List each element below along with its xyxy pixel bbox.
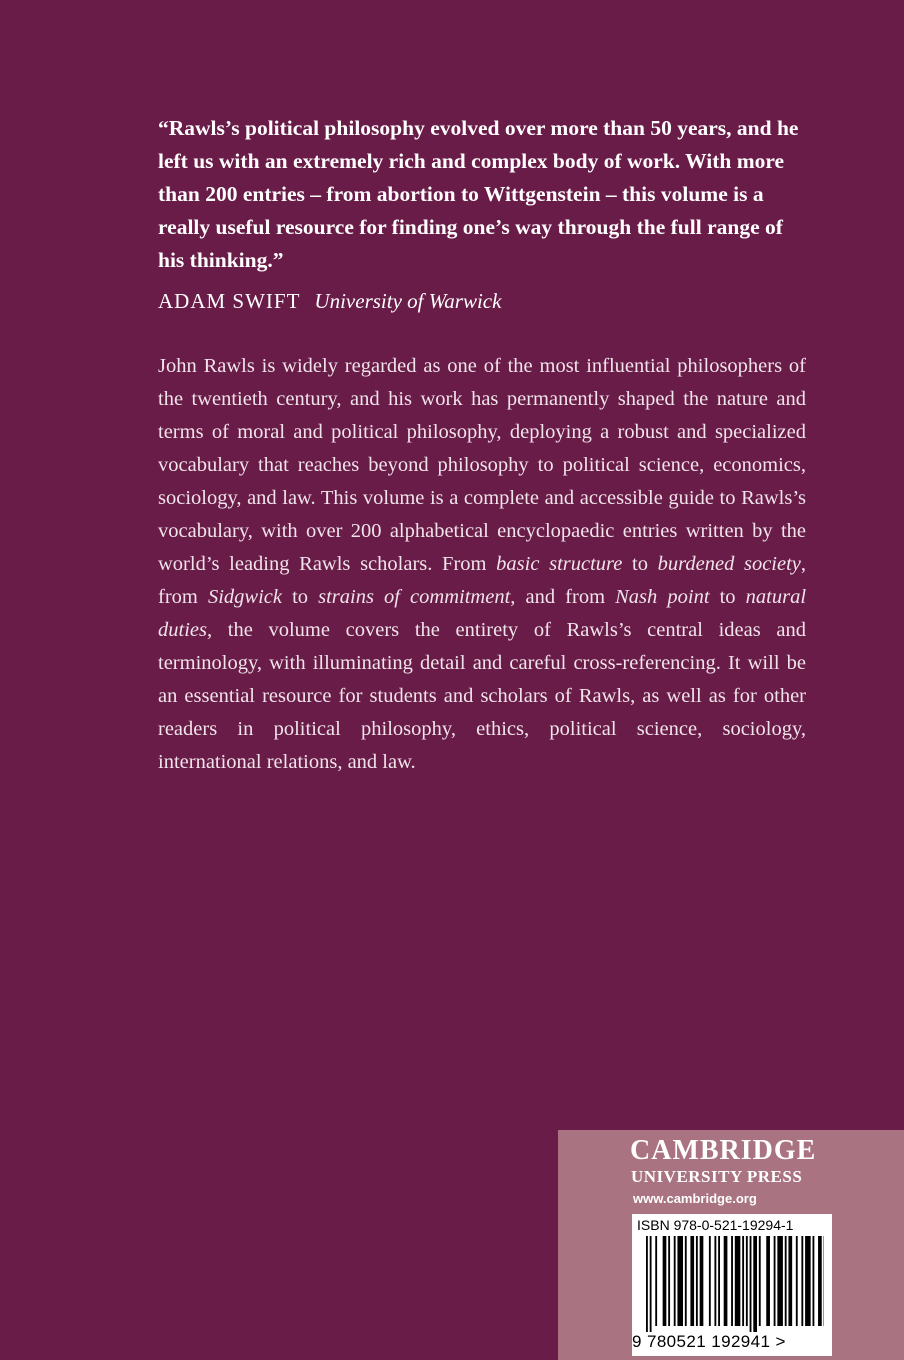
term-strains-of-commitment: strains of commitment [318,586,511,608]
publisher-subtitle: UNIVERSITY PRESS [631,1167,803,1186]
barcode-panel [632,1214,832,1356]
book-description: John Rawls is widely regarded as one of the most influential philosophers of the twentieth century, and his work has permanently shaped the nature and terms of moral and political philosophy, deploying a robust and specialized vocabulary that reaches beyond philosophy to political science, economics, sociology, and law. This volume is a complete and accessible guide to Rawls’s vocabulary, with over 200 alphabetical encyclopaedic entries written by the world’s leading Rawls scholars. From basic structure to burdened society, from Sidgwick to strains of commitment, and from Nash point to natural duties, the volume covers the entirety of Rawls’s central ideas and terminology, with illuminating detail and careful cross-referencing. It will be an essential resource for students and scholars of Rawls, as well as for other readers in political philosophy, ethics, political science, sociology, international relations, and law. [158,355,807,773]
barcode-icon [640,1236,824,1332]
endorsement-quote: “Rawls’s political philosophy evolved over more than 50 years, and he left us with an extremely rich and complex body of work. With more than 200 entries – from abortion to Wittgenstein – this volume is a really useful resource for finding one’s way through the full range of his thinking.” [158,116,799,272]
publisher-name: CAMBRIDGE [630,1135,817,1166]
term-burdened-society: burdened society [657,553,801,575]
term-basic-structure: basic structure [496,553,623,575]
barcode-digits: 9 780521 192941 > [632,1332,786,1351]
term-natural-duties: natural duties [158,586,807,641]
publisher-box [558,1130,904,1360]
isbn-label: ISBN 978-0-521-19294-1 [637,1217,794,1233]
quote-affiliation: University of Warwick [314,289,502,313]
term-sidgwick: Sidgwick [207,586,282,608]
description-outro: , the volume covers the entirety of Rawls’s central ideas and terminology, with illuminating detail and careful cross-referencing. It will be an essential resource for students and scholars of Rawls, as well as for other readers in political philosophy, ethics, political science, sociology, international relations, and law. [158,619,806,773]
publisher-url: www.cambridge.org [633,1191,757,1206]
description-intro: John Rawls is widely regarded as one of the most influential philosophers of the twentieth century, and his work has permanently shaped the nature and terms of moral and political philosophy, deploying a robust and specialized vocabulary that reaches beyond philosophy to political science, economics, sociology, and law. This volume is a complete and accessible guide to Rawls’s vocabulary, with over 200 alphabetical encyclopaedic entries written by the world’s leading Rawls scholars. [158,355,806,575]
quote-attribution [158,284,501,318]
term-nash-point: Nash point [615,586,710,608]
quote-author: ADAM SWIFT [158,289,301,313]
